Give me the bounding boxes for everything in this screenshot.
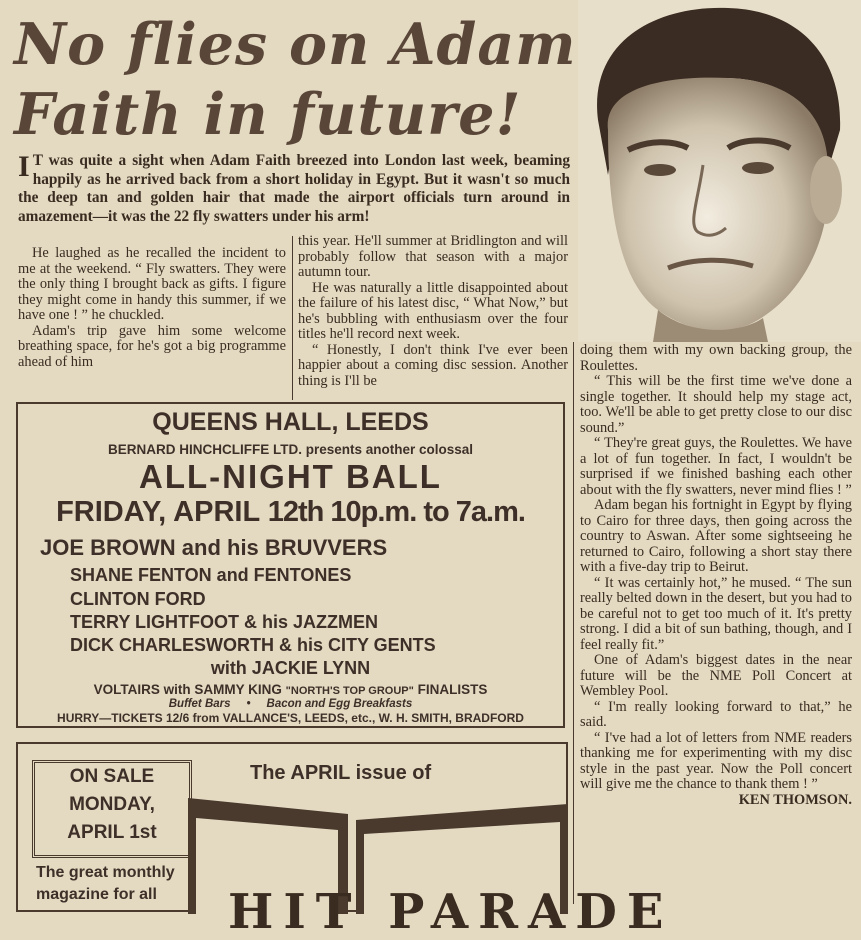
hit-parade-advert (16, 742, 674, 940)
headline-line-1: No flies on Adam (14, 11, 577, 78)
monthly-tagline (36, 862, 175, 906)
on-sale-line: ON SALE (69, 766, 155, 787)
ad-voltairs-text: VOLTAIRS with SAMMY KING (93, 682, 282, 697)
ad-top-group: "NORTH'S TOP GROUP" (285, 685, 414, 697)
column-divider (292, 236, 293, 400)
ad-date (18, 496, 563, 529)
column-paragraph: “ This will be the first time we've done a single together. It should help my stage act, too. We'll be able to get pretty close to our disc sound.” (580, 373, 852, 436)
ad-act: CLINTON FORD (70, 589, 206, 609)
article-column-1 (18, 246, 286, 370)
on-sale-line: MONDAY, (69, 794, 155, 815)
lead-text: T was quite a sight when Adam Faith breezed into London last week, beaming happily as he arrived back from a short holiday in Egypt. But it wasn't so much the deep tan and golden hair that made the airport officials turn around in amazement—it was the 22 fly swatters under his arm! (18, 152, 570, 225)
ad-act: SHANE FENTON and FENTONES (70, 565, 352, 585)
ad-finalists: FINALISTS (413, 682, 488, 697)
column-paragraph: “ They're great guys, the Roulettes. We have a lot of fun together. In fact, I wouldn't be surprised if we finished bashing each other about with the fly swatters, never mind flies ! ” (580, 435, 852, 498)
monthly-line: magazine for all (36, 886, 157, 903)
drop-cap: I (18, 150, 30, 183)
ad-tickets: HURRY—TICKETS 12/6 from VALLANCE'S, LEEDS, etc., W. H. SMITH, BRADFORD (57, 711, 524, 725)
ad-breakfast: Bacon and Egg Breakfasts (266, 698, 413, 710)
ad-headliner: JOE BROWN and his BRUVVERS (40, 535, 388, 560)
ad-act: DICK CHARLESWORTH & his CITY GENTS (70, 635, 436, 655)
hit-parade-title: HIT PARADE (228, 884, 674, 940)
april-issue-text: The APRIL issue of (250, 762, 432, 784)
adam-faith-photo (578, 0, 861, 342)
ad-extras (18, 698, 563, 710)
headline-line-2: Faith in future! (14, 81, 522, 148)
ad-bullet: • (246, 698, 251, 710)
queens-hall-advert (16, 402, 565, 728)
lead-paragraph (18, 152, 570, 226)
ad-date-day: FRIDAY, APRIL (56, 496, 268, 528)
ad-event: ALL-NIGHT BALL (139, 458, 442, 495)
ad-voltairs (18, 682, 563, 697)
ad-buffet: Buffet Bars (168, 698, 231, 710)
column-paragraph: “ I'm really looking forward to that,” he said. (580, 698, 852, 730)
article-column-2 (298, 234, 568, 389)
headline (14, 10, 584, 150)
column-paragraph: “ Honestly, I don't think I've ever been happier about a coming disc session. Another thing is I'll be (298, 341, 568, 389)
column-paragraph: He was naturally a little disappointed about the failure of his latest disc, “ What Now,” but he's bubbling with enthusiasm over the four titles he'll record next week. (298, 279, 568, 342)
column-paragraph: “ I've had a lot of letters from NME readers thanking me for experimenting with my disc style in the past year. Now the Poll concert will give me the chance to thank them ! ” (580, 729, 852, 792)
column-paragraph: One of Adam's biggest dates in the near future will be the NME Poll Concert at Wembley Pool. (580, 652, 852, 699)
monthly-line: The great monthly (36, 864, 175, 881)
ad-venue: QUEENS HALL, LEEDS (152, 408, 429, 436)
byline: KEN THOMSON. (738, 791, 852, 808)
on-sale-line: APRIL 1st (67, 822, 157, 843)
on-sale-box (32, 760, 192, 858)
column-paragraph: Adam's trip gave him some welcome breathing space, for he's got a big programme ahead of him (18, 322, 286, 370)
column-paragraph: doing them with my own backing group, the Roulettes. (580, 342, 852, 374)
article-column-3 (580, 343, 852, 808)
hit-parade-logo (188, 794, 674, 940)
column-paragraph: this year. He'll summer at Bridlington and will probably follow that season with a major autumn tour. (298, 233, 568, 280)
ad-date-time: 12th 10p.m. to 7a.m. (267, 496, 525, 528)
ad-presenter: BERNARD HINCHCLIFFE LTD. presents another colossal (107, 442, 474, 457)
column-paragraph: Adam began his fortnight in Egypt by flying to Cairo for three days, then going across the country to Aswan. After some sightseeing he returned to Cairo, following a short stay there with a five-day trip to Beirut. (580, 497, 852, 575)
ad-with: with JACKIE LYNN (210, 658, 371, 678)
ad-act: TERRY LIGHTFOOT & his JAZZMEN (70, 612, 379, 632)
column-paragraph: “ It was certainly hot,” he mused. “ The sun really belted down in the desert, but you had to be careful not to get too much of it. It's pretty strong. I did a bit of sun bathing, though, and I feel really fit.” (580, 574, 852, 653)
column-paragraph: He laughed as he recalled the incident to me at the weekend. “ Fly swatters. They were the only thing I brought back as gifts. I figure they might come in handy this summer, if we have one ! ” he chuckled. (18, 245, 286, 323)
